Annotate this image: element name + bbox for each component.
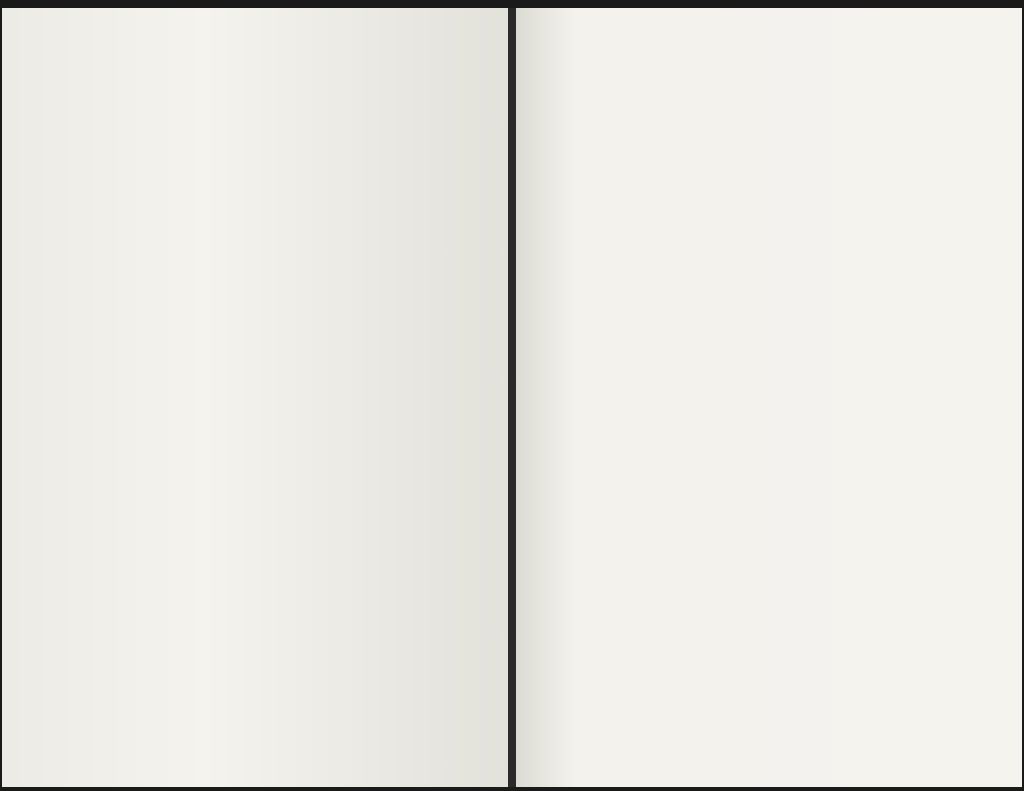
left-page — [2, 8, 508, 787]
right-page — [516, 8, 1022, 787]
book-gutter — [508, 8, 516, 787]
